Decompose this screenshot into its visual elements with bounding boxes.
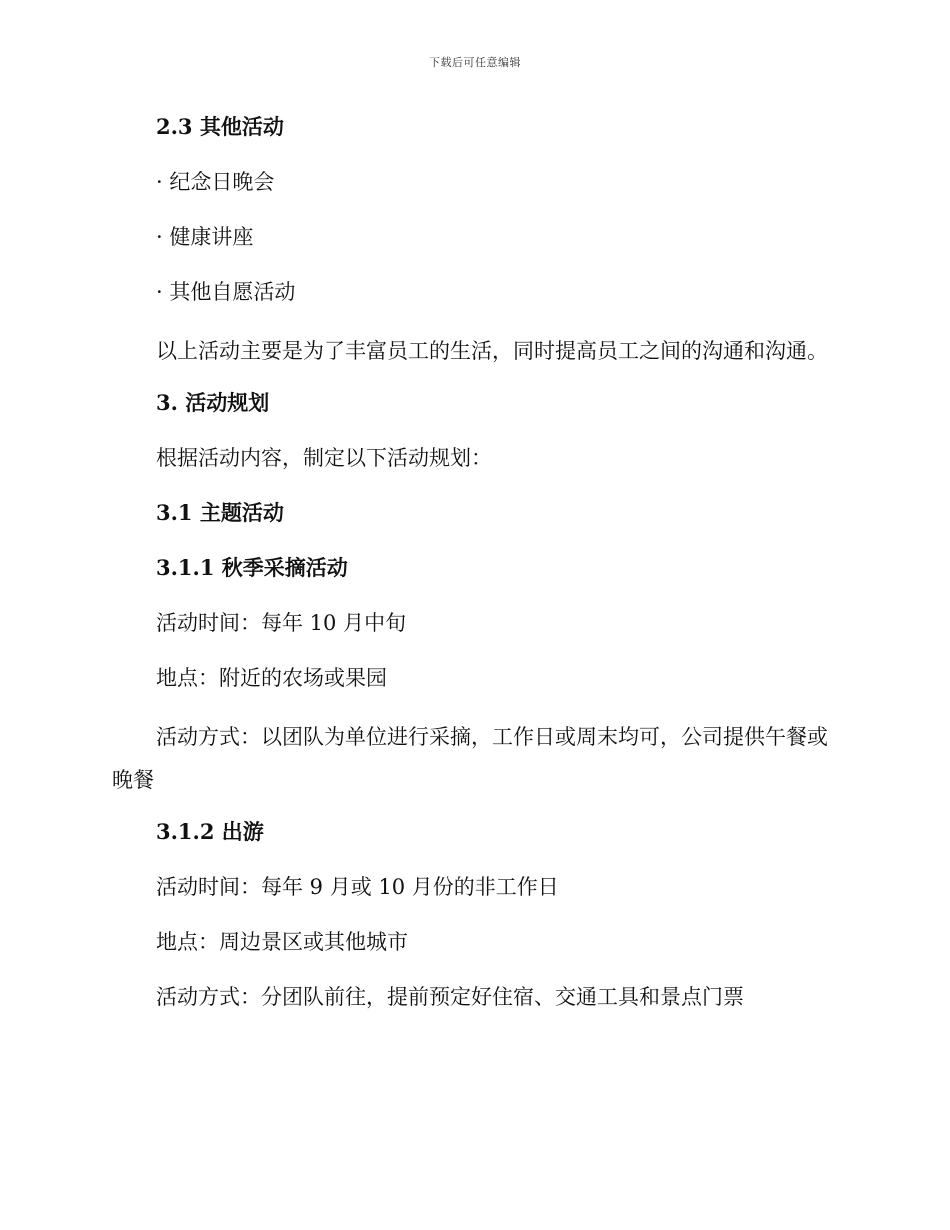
section-heading-3: 3. 活动规划 (156, 390, 270, 415)
activity-method: 活动方式：分团队前往，提前预定好住宿、交通工具和景点门票 (156, 985, 744, 1009)
list-item: · 其他自愿活动 (156, 280, 296, 304)
section-heading-3-1: 3.1 主题活动 (156, 500, 284, 525)
activity-method: 活动方式：以团队为单位进行采摘，工作日或周末均可，公司提供午餐或晚餐 (112, 725, 828, 792)
page-header: 下载后可任意编辑 (429, 56, 521, 69)
activity-time: 活动时间：每年 9 月或 10 月份的非工作日 (156, 875, 559, 899)
list-item: · 健康讲座 (156, 225, 254, 249)
document-body (112, 110, 834, 1014)
section-intro: 根据活动内容，制定以下活动规划： (156, 446, 492, 470)
section-heading-3-1-1: 3.1.1 秋季采摘活动 (156, 555, 348, 580)
activity-time: 活动时间：每年 10 月中旬 (156, 611, 407, 635)
activity-place: 地点：周边景区或其他城市 (156, 930, 408, 954)
section-heading-2-3: 2.3 其他活动 (156, 114, 284, 139)
summary-paragraph: 以上活动主要是为了丰富员工的生活，同时提高员工之间的沟通和沟通。 (156, 339, 828, 363)
activity-place: 地点：附近的农场或果园 (156, 666, 387, 690)
section-heading-3-1-2: 3.1.2 出游 (156, 819, 264, 844)
list-item: · 纪念日晚会 (156, 170, 275, 194)
